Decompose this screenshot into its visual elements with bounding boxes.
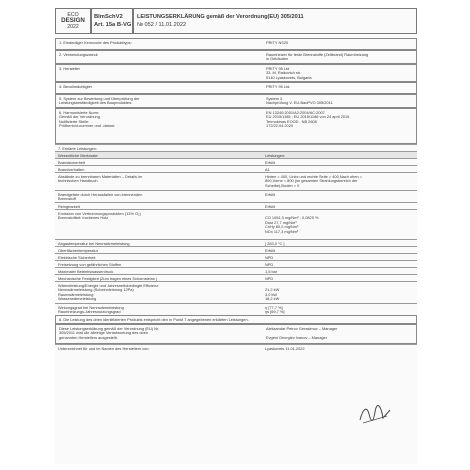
value-line: 21,2 kW <box>265 287 280 293</box>
value-line: 18,2 kW <box>265 296 280 302</box>
value-line: Dust 27,7 mg/Nm³ <box>265 219 297 225</box>
declaration-row <box>55 209 417 239</box>
value-line: NPD <box>265 254 274 260</box>
value-line: Hinten = 400, Links und rechte Seite = 400,Nach oben = <box>265 173 363 179</box>
row-label <box>59 97 259 106</box>
label-line: Notifizierte Stelle: <box>59 118 90 124</box>
row-value <box>266 41 416 46</box>
label-line: Prüfbericht-nummer und -datum: <box>59 123 116 129</box>
value-line: 800,Vorne = 800 (im gesamten Strahlungsbereich der <box>265 178 358 184</box>
declaration-row <box>55 151 417 158</box>
value-line: EN 13240:2001/A2:2004/AC:2007 <box>266 109 325 115</box>
label-line: Reingbarkeit <box>58 203 80 209</box>
label-line: 3. Hersteller <box>59 65 80 71</box>
value-line: Erfüllt <box>265 247 275 253</box>
row-label <box>59 318 259 323</box>
title-box <box>133 8 417 34</box>
value-line: Lyaskovets 11.01.2022 <box>265 345 305 351</box>
row-label <box>58 306 258 315</box>
label-line: Brandgefahr durch Herausfallen von brennenden <box>58 191 143 197</box>
label-line: Wesentliche Merkmale: <box>58 152 99 158</box>
label-line: Leistungsbeständigkeit des Bauproduktes: <box>59 100 133 106</box>
row-value <box>266 327 416 341</box>
label-line: Maximaler Betriebswasserdruck <box>58 268 114 274</box>
value-line: Scheibe),Boden = 0 <box>265 182 300 188</box>
label-line: Oberflächentemperatur <box>58 247 99 253</box>
document-number: № 052 / 11.01.2022 <box>137 22 187 28</box>
label-line: genannten Herstellers ausgestellt. <box>59 334 118 340</box>
row-value <box>265 347 415 352</box>
value-line: Aleksandar Petrov Gerasimov – Manager <box>266 325 338 331</box>
value-line: Nachprüfung V. EU-BauPVO 305/2011 <box>266 100 333 106</box>
row-value <box>266 85 416 90</box>
declaration-sheet <box>55 8 417 464</box>
label-line: Abgastemperatur bei Nennwärmeleistung <box>58 240 130 246</box>
bimschv-line: Art. 15a B-VG <box>94 22 132 28</box>
label-line: Wasserwärmeleistung <box>58 296 97 302</box>
row-label <box>58 175 258 184</box>
row-label <box>58 212 258 221</box>
declaration-row <box>55 303 417 315</box>
declaration-row <box>55 158 417 165</box>
value-line: Termokinas EOOD . NB 2608 <box>266 118 317 124</box>
label-line: Brennstoffart: trockenes Holz <box>58 215 109 221</box>
eco-design-box <box>55 8 91 34</box>
value-line: NPD <box>265 275 274 281</box>
row-value <box>265 193 415 198</box>
label-line: 1. Eindeutiger Kenncode des Produkttyps: <box>59 39 132 45</box>
row-value <box>266 111 416 129</box>
label-line: Wirkungsgrad bei Nennwärmeleistung <box>58 304 124 310</box>
value-line: A1 <box>265 166 270 172</box>
value-line: Erfüllt <box>265 159 275 165</box>
row-value <box>265 175 415 189</box>
value-line: System 3 <box>266 95 283 101</box>
row-value <box>266 97 416 106</box>
value-line: EU 2015/1185 ; EU 2015/1186 von 24 april 2015 <box>266 114 350 120</box>
value-line <box>266 318 416 323</box>
row-label <box>59 327 259 341</box>
label-line: 8. Die Leistung des oben identifizierten Produkts entspricht den in Punkt 7 angegebenen erklärten Leistungen. <box>59 316 249 322</box>
row-value <box>266 53 416 62</box>
declaration-row <box>55 344 417 353</box>
label-line: 7. Erklärte Leistungen: <box>58 145 97 151</box>
bimschv-box <box>91 8 133 34</box>
label-line: Gemäß der Verordnung <box>59 114 100 120</box>
value-line: 3,0 kW <box>265 291 278 297</box>
document-header <box>55 8 417 34</box>
value-line: CO 1051,3 mg/Nm³ ; 0,0825 % <box>265 215 319 221</box>
label-line: 5. System zur Bewertung und Überprüfung der <box>59 95 140 101</box>
label-line: Raumheizungs-Jahresnutzungsgrad <box>58 309 121 315</box>
value-line: in Gebäuden <box>266 56 289 62</box>
label-line: Abstände zu brennbaren Materialien – Details im <box>58 173 143 179</box>
declaration-row <box>55 202 417 209</box>
declaration-row <box>55 246 417 253</box>
eco-design-line: DESIGN <box>61 16 85 24</box>
label-line: Brennstoff <box>58 196 76 202</box>
label-line: technischen Handbuch <box>58 178 98 184</box>
value-line: Leistungen: <box>265 152 286 158</box>
declaration-row <box>55 172 417 190</box>
declaration-row <box>55 50 417 64</box>
label-line: Diese Leistungserklärung gemäß der Verordnung (EU) Nr. <box>59 325 160 331</box>
declaration-row <box>55 274 417 281</box>
value-line: 172/22.04.2020 <box>266 123 294 129</box>
row-value <box>266 318 416 323</box>
declaration-row <box>55 190 417 202</box>
signature-mark <box>357 404 393 426</box>
value-line: [ 283,0 °C ] <box>265 240 285 246</box>
row-label <box>59 53 259 58</box>
row-label <box>59 111 259 129</box>
row-label <box>58 284 258 302</box>
label-line: Unterzeichnet für und im Namen des Herstellers von: <box>58 345 150 351</box>
declaration-row <box>55 281 417 303</box>
row-label <box>59 67 259 72</box>
row-label <box>58 193 258 202</box>
declaration-row <box>55 315 417 324</box>
value-line: ηs [69,7 %] <box>265 309 285 315</box>
declaration-row <box>55 239 417 246</box>
label-line: 2. Verwendungszweck <box>59 51 98 57</box>
eco-design-line: ECO <box>67 11 79 18</box>
value-line: CnHy 80,2 mg/Nm³ <box>265 224 299 230</box>
row-label <box>59 41 259 46</box>
declaration-row <box>55 267 417 274</box>
row-label <box>59 85 259 90</box>
label-line: Brandsicherheit <box>58 159 86 165</box>
label-line: Brandverhalten <box>58 166 85 172</box>
label-line: 6. Harmonisierte Norm: <box>59 109 100 115</box>
declaration-row <box>55 260 417 267</box>
value-line: PRITY 95 Ltd. <box>266 83 291 89</box>
row-value <box>266 67 416 81</box>
value-line: Erfüllt <box>265 203 275 209</box>
declaration-row <box>55 108 417 144</box>
declaration-row <box>55 38 417 50</box>
label-line: 4. Bevollmächtigter <box>59 83 93 89</box>
value-line: η [77,7 %] <box>265 304 283 310</box>
declaration-row <box>55 253 417 260</box>
row-value <box>265 284 415 302</box>
declaration-row <box>55 144 417 151</box>
declaration-row <box>55 165 417 172</box>
declaration-row <box>55 94 417 108</box>
label-line: 305/2011 wird die alleinige Verantwortung des oben <box>59 330 149 336</box>
bimschv-line: BImSchV2 <box>94 14 123 20</box>
declaration-row <box>55 324 417 344</box>
label-line: Wärmeleistung/Energie und Jahresnettobedingte Effizienz: <box>58 282 160 288</box>
declaration-row <box>55 82 417 94</box>
value-line: 33. M. Raikovich str. <box>266 70 302 76</box>
value-line: NOx 117,3 mg/Nm³ <box>265 228 299 234</box>
label-line: Nennwärmeleistung (Scheinnleistung 12Pa) <box>58 287 134 293</box>
label-line: Elektrische Sicherheit <box>58 254 96 260</box>
value-line: PRITY NS20 <box>266 39 289 45</box>
row-value <box>265 212 415 235</box>
value-line: Erfüllt <box>265 191 275 197</box>
declaration-row <box>55 64 417 82</box>
value-line: 1,5 bar <box>265 268 278 274</box>
value-line: PRITY 95 Ltd <box>266 65 290 71</box>
label-line: Mechanische Festigkeit (Zum tragen eines Schornsteins ) <box>58 275 158 281</box>
label-line: Freisetzung von gefährlichen Stoffen <box>58 261 122 267</box>
eco-design-line: 2022 <box>67 24 79 31</box>
value-line: Evgeni Georgiev Ivanov – Manager <box>266 334 327 340</box>
row-label <box>58 347 258 352</box>
value-line: Raumheizer für feste Brennstoffe (Zeitbrand) Raumheizung <box>266 51 369 57</box>
row-value <box>265 306 415 315</box>
label-line: Emission von Verbrennungsprodukten (13% O₂) <box>58 210 141 216</box>
document-title: LEISTUNGSERKLÄRUNG gemäß der Verordnung(EU) 305/2011 <box>137 14 304 20</box>
label-line: Raumwärmeleistung <box>58 291 94 297</box>
value-line: NPD <box>265 261 274 267</box>
declaration-rows <box>55 38 417 353</box>
value-line: 5140 Lyaskovets, Bulgaria <box>266 74 312 80</box>
